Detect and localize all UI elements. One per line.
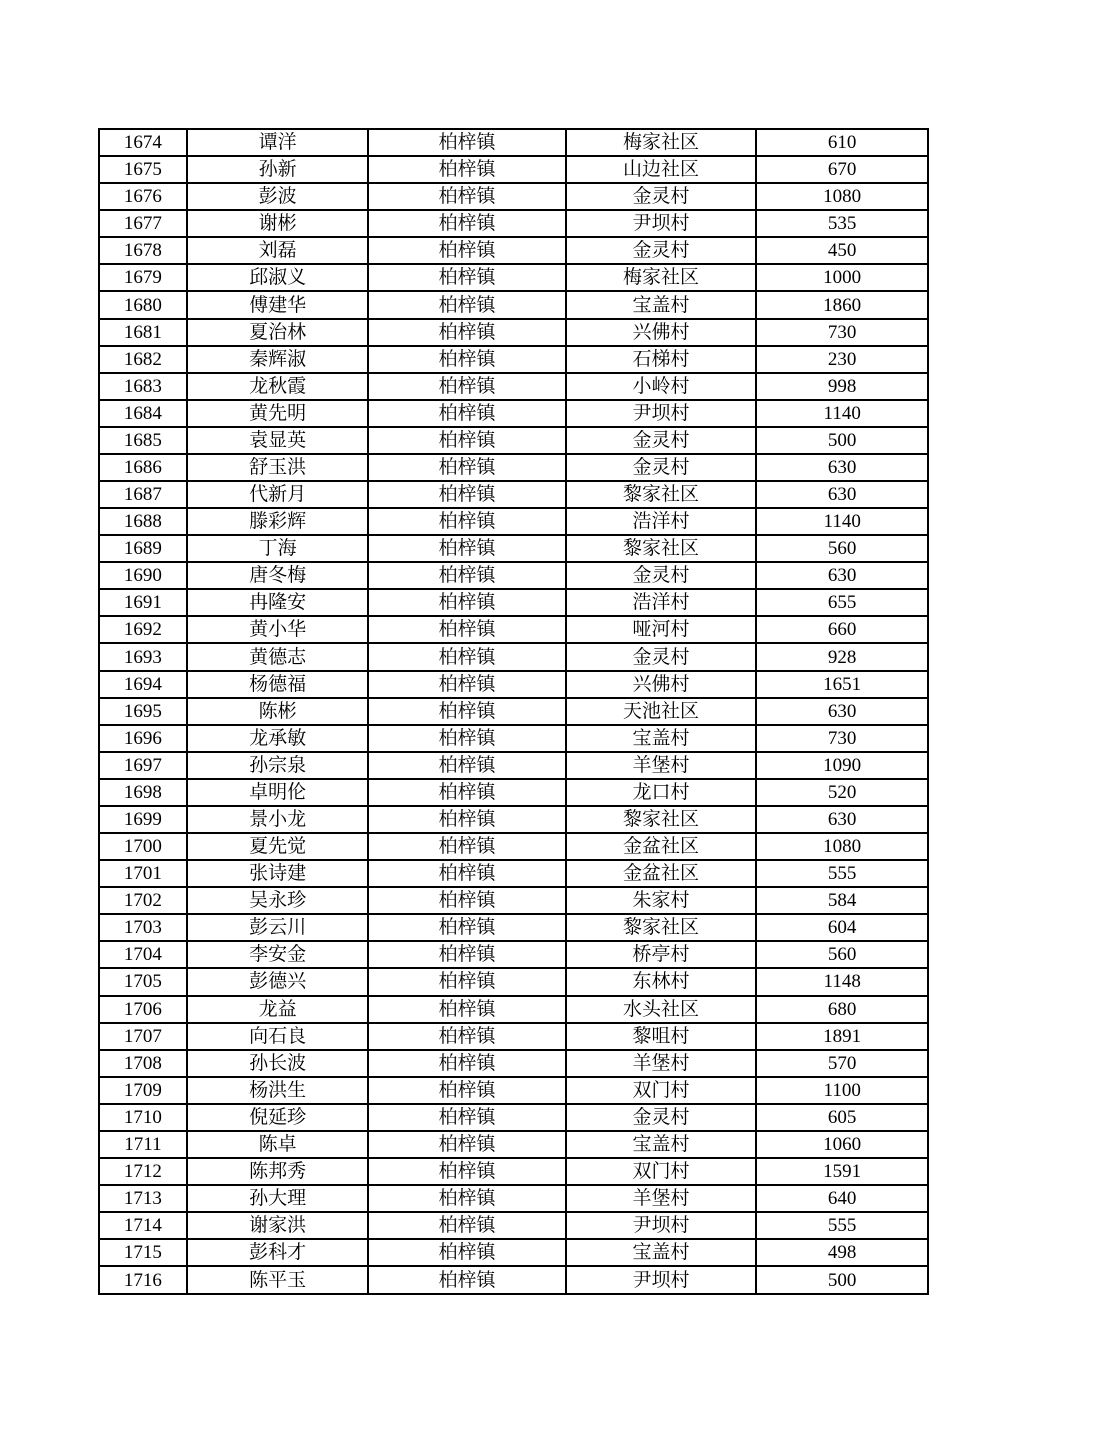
cell-town: 柏梓镇 [368, 1131, 565, 1158]
cell-serial-number: 1698 [99, 779, 187, 806]
cell-amount: 640 [756, 1185, 928, 1212]
cell-amount: 1060 [756, 1131, 928, 1158]
cell-amount: 630 [756, 454, 928, 481]
cell-serial-number: 1680 [99, 291, 187, 318]
cell-town: 柏梓镇 [368, 914, 565, 941]
cell-amount: 500 [756, 427, 928, 454]
cell-town: 柏梓镇 [368, 752, 565, 779]
table-row [99, 210, 928, 237]
table-row [99, 1266, 928, 1294]
cell-person-name: 黄小华 [187, 616, 369, 643]
cell-person-name: 谢家洪 [187, 1212, 369, 1239]
cell-town: 柏梓镇 [368, 129, 565, 156]
cell-village: 羊堡村 [566, 1185, 757, 1212]
cell-serial-number: 1704 [99, 941, 187, 968]
cell-amount: 535 [756, 210, 928, 237]
cell-serial-number: 1688 [99, 508, 187, 535]
cell-village: 金盆社区 [566, 833, 757, 860]
cell-village: 尹坝村 [566, 210, 757, 237]
cell-town: 柏梓镇 [368, 968, 565, 995]
cell-village: 宝盖村 [566, 1131, 757, 1158]
table-row [99, 833, 928, 860]
cell-person-name: 谭洋 [187, 129, 369, 156]
table-row [99, 725, 928, 752]
cell-person-name: 陈邦秀 [187, 1158, 369, 1185]
table-row [99, 264, 928, 291]
roster-table [98, 128, 929, 1295]
table-row [99, 237, 928, 264]
cell-village: 黎家社区 [566, 806, 757, 833]
cell-serial-number: 1699 [99, 806, 187, 833]
cell-amount: 730 [756, 319, 928, 346]
cell-village: 金灵村 [566, 183, 757, 210]
cell-town: 柏梓镇 [368, 346, 565, 373]
cell-town: 柏梓镇 [368, 481, 565, 508]
cell-serial-number: 1678 [99, 237, 187, 264]
table-row [99, 643, 928, 670]
cell-amount: 1090 [756, 752, 928, 779]
cell-person-name: 彭德兴 [187, 968, 369, 995]
cell-person-name: 夏治林 [187, 319, 369, 346]
cell-town: 柏梓镇 [368, 319, 565, 346]
cell-person-name: 唐冬梅 [187, 562, 369, 589]
cell-amount: 928 [756, 643, 928, 670]
table-row [99, 1239, 928, 1266]
cell-amount: 1860 [756, 291, 928, 318]
table-row [99, 671, 928, 698]
cell-amount: 570 [756, 1050, 928, 1077]
cell-person-name: 丁海 [187, 535, 369, 562]
cell-amount: 604 [756, 914, 928, 941]
cell-village: 天池社区 [566, 698, 757, 725]
cell-amount: 630 [756, 806, 928, 833]
cell-amount: 1148 [756, 968, 928, 995]
cell-amount: 1591 [756, 1158, 928, 1185]
cell-town: 柏梓镇 [368, 779, 565, 806]
cell-serial-number: 1682 [99, 346, 187, 373]
cell-person-name: 吴永珍 [187, 887, 369, 914]
cell-amount: 1000 [756, 264, 928, 291]
table-row [99, 1158, 928, 1185]
table-row [99, 752, 928, 779]
cell-village: 东林村 [566, 968, 757, 995]
cell-person-name: 陈卓 [187, 1131, 369, 1158]
cell-town: 柏梓镇 [368, 400, 565, 427]
cell-village: 尹坝村 [566, 1266, 757, 1294]
cell-town: 柏梓镇 [368, 671, 565, 698]
cell-town: 柏梓镇 [368, 887, 565, 914]
cell-town: 柏梓镇 [368, 725, 565, 752]
cell-village: 石梯村 [566, 346, 757, 373]
cell-town: 柏梓镇 [368, 589, 565, 616]
table-row [99, 914, 928, 941]
cell-serial-number: 1691 [99, 589, 187, 616]
cell-town: 柏梓镇 [368, 1050, 565, 1077]
cell-amount: 610 [756, 129, 928, 156]
cell-serial-number: 1710 [99, 1104, 187, 1131]
cell-amount: 1140 [756, 400, 928, 427]
cell-village: 梅家社区 [566, 129, 757, 156]
cell-serial-number: 1711 [99, 1131, 187, 1158]
cell-person-name: 黄德志 [187, 643, 369, 670]
cell-village: 朱家村 [566, 887, 757, 914]
cell-amount: 730 [756, 725, 928, 752]
cell-serial-number: 1705 [99, 968, 187, 995]
table-row [99, 427, 928, 454]
cell-person-name: 孙长波 [187, 1050, 369, 1077]
cell-person-name: 刘磊 [187, 237, 369, 264]
cell-town: 柏梓镇 [368, 616, 565, 643]
cell-village: 小岭村 [566, 373, 757, 400]
cell-town: 柏梓镇 [368, 210, 565, 237]
cell-serial-number: 1675 [99, 156, 187, 183]
cell-serial-number: 1708 [99, 1050, 187, 1077]
table-row [99, 779, 928, 806]
cell-town: 柏梓镇 [368, 806, 565, 833]
cell-amount: 680 [756, 996, 928, 1023]
cell-town: 柏梓镇 [368, 643, 565, 670]
cell-serial-number: 1692 [99, 616, 187, 643]
table-row [99, 698, 928, 725]
table-row [99, 481, 928, 508]
cell-amount: 630 [756, 562, 928, 589]
cell-serial-number: 1696 [99, 725, 187, 752]
cell-village: 梅家社区 [566, 264, 757, 291]
cell-town: 柏梓镇 [368, 1185, 565, 1212]
cell-serial-number: 1685 [99, 427, 187, 454]
cell-village: 宝盖村 [566, 725, 757, 752]
cell-amount: 1891 [756, 1023, 928, 1050]
cell-town: 柏梓镇 [368, 454, 565, 481]
table-row [99, 616, 928, 643]
cell-village: 兴佛村 [566, 671, 757, 698]
cell-amount: 560 [756, 941, 928, 968]
cell-serial-number: 1689 [99, 535, 187, 562]
cell-amount: 655 [756, 589, 928, 616]
cell-person-name: 孙大理 [187, 1185, 369, 1212]
cell-serial-number: 1713 [99, 1185, 187, 1212]
cell-amount: 584 [756, 887, 928, 914]
table-row [99, 346, 928, 373]
cell-amount: 670 [756, 156, 928, 183]
cell-serial-number: 1681 [99, 319, 187, 346]
table-row [99, 1023, 928, 1050]
cell-serial-number: 1677 [99, 210, 187, 237]
cell-town: 柏梓镇 [368, 508, 565, 535]
cell-person-name: 张诗建 [187, 860, 369, 887]
cell-serial-number: 1679 [99, 264, 187, 291]
cell-serial-number: 1694 [99, 671, 187, 698]
cell-amount: 660 [756, 616, 928, 643]
table-row [99, 508, 928, 535]
cell-person-name: 李安金 [187, 941, 369, 968]
cell-village: 羊堡村 [566, 752, 757, 779]
cell-serial-number: 1706 [99, 996, 187, 1023]
cell-town: 柏梓镇 [368, 1023, 565, 1050]
cell-town: 柏梓镇 [368, 996, 565, 1023]
table-row [99, 129, 928, 156]
cell-serial-number: 1709 [99, 1077, 187, 1104]
cell-serial-number: 1714 [99, 1212, 187, 1239]
cell-serial-number: 1674 [99, 129, 187, 156]
cell-amount: 450 [756, 237, 928, 264]
cell-amount: 1651 [756, 671, 928, 698]
cell-town: 柏梓镇 [368, 156, 565, 183]
cell-amount: 498 [756, 1239, 928, 1266]
cell-village: 黎家社区 [566, 914, 757, 941]
cell-person-name: 滕彩辉 [187, 508, 369, 535]
cell-person-name: 代新月 [187, 481, 369, 508]
cell-town: 柏梓镇 [368, 1239, 565, 1266]
cell-person-name: 邱淑义 [187, 264, 369, 291]
cell-serial-number: 1697 [99, 752, 187, 779]
cell-town: 柏梓镇 [368, 1104, 565, 1131]
table-row [99, 806, 928, 833]
cell-person-name: 向石良 [187, 1023, 369, 1050]
table-row [99, 1050, 928, 1077]
cell-person-name: 龙秋霞 [187, 373, 369, 400]
table-row [99, 589, 928, 616]
table-row [99, 1185, 928, 1212]
cell-amount: 555 [756, 1212, 928, 1239]
cell-village: 黎家社区 [566, 481, 757, 508]
cell-person-name: 景小龙 [187, 806, 369, 833]
cell-village: 金灵村 [566, 643, 757, 670]
cell-amount: 230 [756, 346, 928, 373]
cell-person-name: 倪延珍 [187, 1104, 369, 1131]
cell-village: 尹坝村 [566, 400, 757, 427]
cell-person-name: 夏先觉 [187, 833, 369, 860]
cell-amount: 555 [756, 860, 928, 887]
table-row [99, 941, 928, 968]
cell-person-name: 舒玉洪 [187, 454, 369, 481]
cell-person-name: 彭云川 [187, 914, 369, 941]
cell-amount: 1140 [756, 508, 928, 535]
cell-amount: 560 [756, 535, 928, 562]
cell-serial-number: 1716 [99, 1266, 187, 1294]
table-row [99, 1104, 928, 1131]
cell-serial-number: 1712 [99, 1158, 187, 1185]
table-row [99, 860, 928, 887]
cell-town: 柏梓镇 [368, 237, 565, 264]
cell-amount: 630 [756, 481, 928, 508]
cell-amount: 605 [756, 1104, 928, 1131]
cell-village: 金灵村 [566, 237, 757, 264]
cell-village: 金盆社区 [566, 860, 757, 887]
cell-village: 双门村 [566, 1077, 757, 1104]
cell-person-name: 龙益 [187, 996, 369, 1023]
cell-serial-number: 1676 [99, 183, 187, 210]
table-row [99, 968, 928, 995]
cell-amount: 1080 [756, 183, 928, 210]
cell-person-name: 孙新 [187, 156, 369, 183]
table-row [99, 562, 928, 589]
cell-serial-number: 1683 [99, 373, 187, 400]
cell-town: 柏梓镇 [368, 1212, 565, 1239]
cell-village: 宝盖村 [566, 291, 757, 318]
cell-person-name: 冉隆安 [187, 589, 369, 616]
cell-village: 浩洋村 [566, 589, 757, 616]
cell-village: 羊堡村 [566, 1050, 757, 1077]
cell-village: 哑河村 [566, 616, 757, 643]
cell-serial-number: 1702 [99, 887, 187, 914]
table-row [99, 887, 928, 914]
cell-town: 柏梓镇 [368, 1158, 565, 1185]
cell-town: 柏梓镇 [368, 1266, 565, 1294]
cell-amount: 998 [756, 373, 928, 400]
table-row [99, 400, 928, 427]
cell-village: 金灵村 [566, 427, 757, 454]
cell-serial-number: 1686 [99, 454, 187, 481]
cell-person-name: 陈彬 [187, 698, 369, 725]
cell-amount: 1100 [756, 1077, 928, 1104]
cell-village: 桥亭村 [566, 941, 757, 968]
cell-serial-number: 1684 [99, 400, 187, 427]
cell-serial-number: 1715 [99, 1239, 187, 1266]
table-row [99, 291, 928, 318]
cell-village: 黎家社区 [566, 535, 757, 562]
cell-village: 龙口村 [566, 779, 757, 806]
cell-amount: 520 [756, 779, 928, 806]
table-row [99, 319, 928, 346]
cell-village: 宝盖村 [566, 1239, 757, 1266]
cell-person-name: 彭科才 [187, 1239, 369, 1266]
roster-table-body [99, 129, 928, 1294]
cell-village: 水头社区 [566, 996, 757, 1023]
cell-village: 金灵村 [566, 1104, 757, 1131]
cell-serial-number: 1701 [99, 860, 187, 887]
cell-town: 柏梓镇 [368, 833, 565, 860]
cell-town: 柏梓镇 [368, 373, 565, 400]
cell-person-name: 杨洪生 [187, 1077, 369, 1104]
table-row [99, 183, 928, 210]
table-row [99, 1131, 928, 1158]
cell-amount: 500 [756, 1266, 928, 1294]
cell-person-name: 龙承敏 [187, 725, 369, 752]
cell-person-name: 杨德福 [187, 671, 369, 698]
cell-town: 柏梓镇 [368, 291, 565, 318]
cell-town: 柏梓镇 [368, 1077, 565, 1104]
cell-village: 尹坝村 [566, 1212, 757, 1239]
cell-person-name: 谢彬 [187, 210, 369, 237]
table-row [99, 156, 928, 183]
cell-serial-number: 1703 [99, 914, 187, 941]
cell-person-name: 袁显英 [187, 427, 369, 454]
cell-town: 柏梓镇 [368, 698, 565, 725]
cell-person-name: 陈平玉 [187, 1266, 369, 1294]
cell-town: 柏梓镇 [368, 427, 565, 454]
cell-town: 柏梓镇 [368, 535, 565, 562]
cell-person-name: 傅建华 [187, 291, 369, 318]
cell-village: 浩洋村 [566, 508, 757, 535]
cell-serial-number: 1707 [99, 1023, 187, 1050]
cell-village: 金灵村 [566, 454, 757, 481]
table-row [99, 535, 928, 562]
cell-town: 柏梓镇 [368, 562, 565, 589]
cell-village: 山边社区 [566, 156, 757, 183]
table-row [99, 1077, 928, 1104]
cell-village: 兴佛村 [566, 319, 757, 346]
cell-town: 柏梓镇 [368, 941, 565, 968]
cell-serial-number: 1695 [99, 698, 187, 725]
cell-village: 黎咀村 [566, 1023, 757, 1050]
table-row [99, 454, 928, 481]
cell-person-name: 秦辉淑 [187, 346, 369, 373]
cell-amount: 1080 [756, 833, 928, 860]
cell-town: 柏梓镇 [368, 264, 565, 291]
cell-person-name: 彭波 [187, 183, 369, 210]
table-row [99, 996, 928, 1023]
cell-serial-number: 1700 [99, 833, 187, 860]
cell-town: 柏梓镇 [368, 860, 565, 887]
cell-serial-number: 1693 [99, 643, 187, 670]
cell-serial-number: 1690 [99, 562, 187, 589]
cell-village: 金灵村 [566, 562, 757, 589]
cell-town: 柏梓镇 [368, 183, 565, 210]
table-row [99, 373, 928, 400]
cell-serial-number: 1687 [99, 481, 187, 508]
cell-village: 双门村 [566, 1158, 757, 1185]
cell-amount: 630 [756, 698, 928, 725]
cell-person-name: 黄先明 [187, 400, 369, 427]
cell-person-name: 孙宗泉 [187, 752, 369, 779]
cell-person-name: 卓明伦 [187, 779, 369, 806]
table-row [99, 1212, 928, 1239]
